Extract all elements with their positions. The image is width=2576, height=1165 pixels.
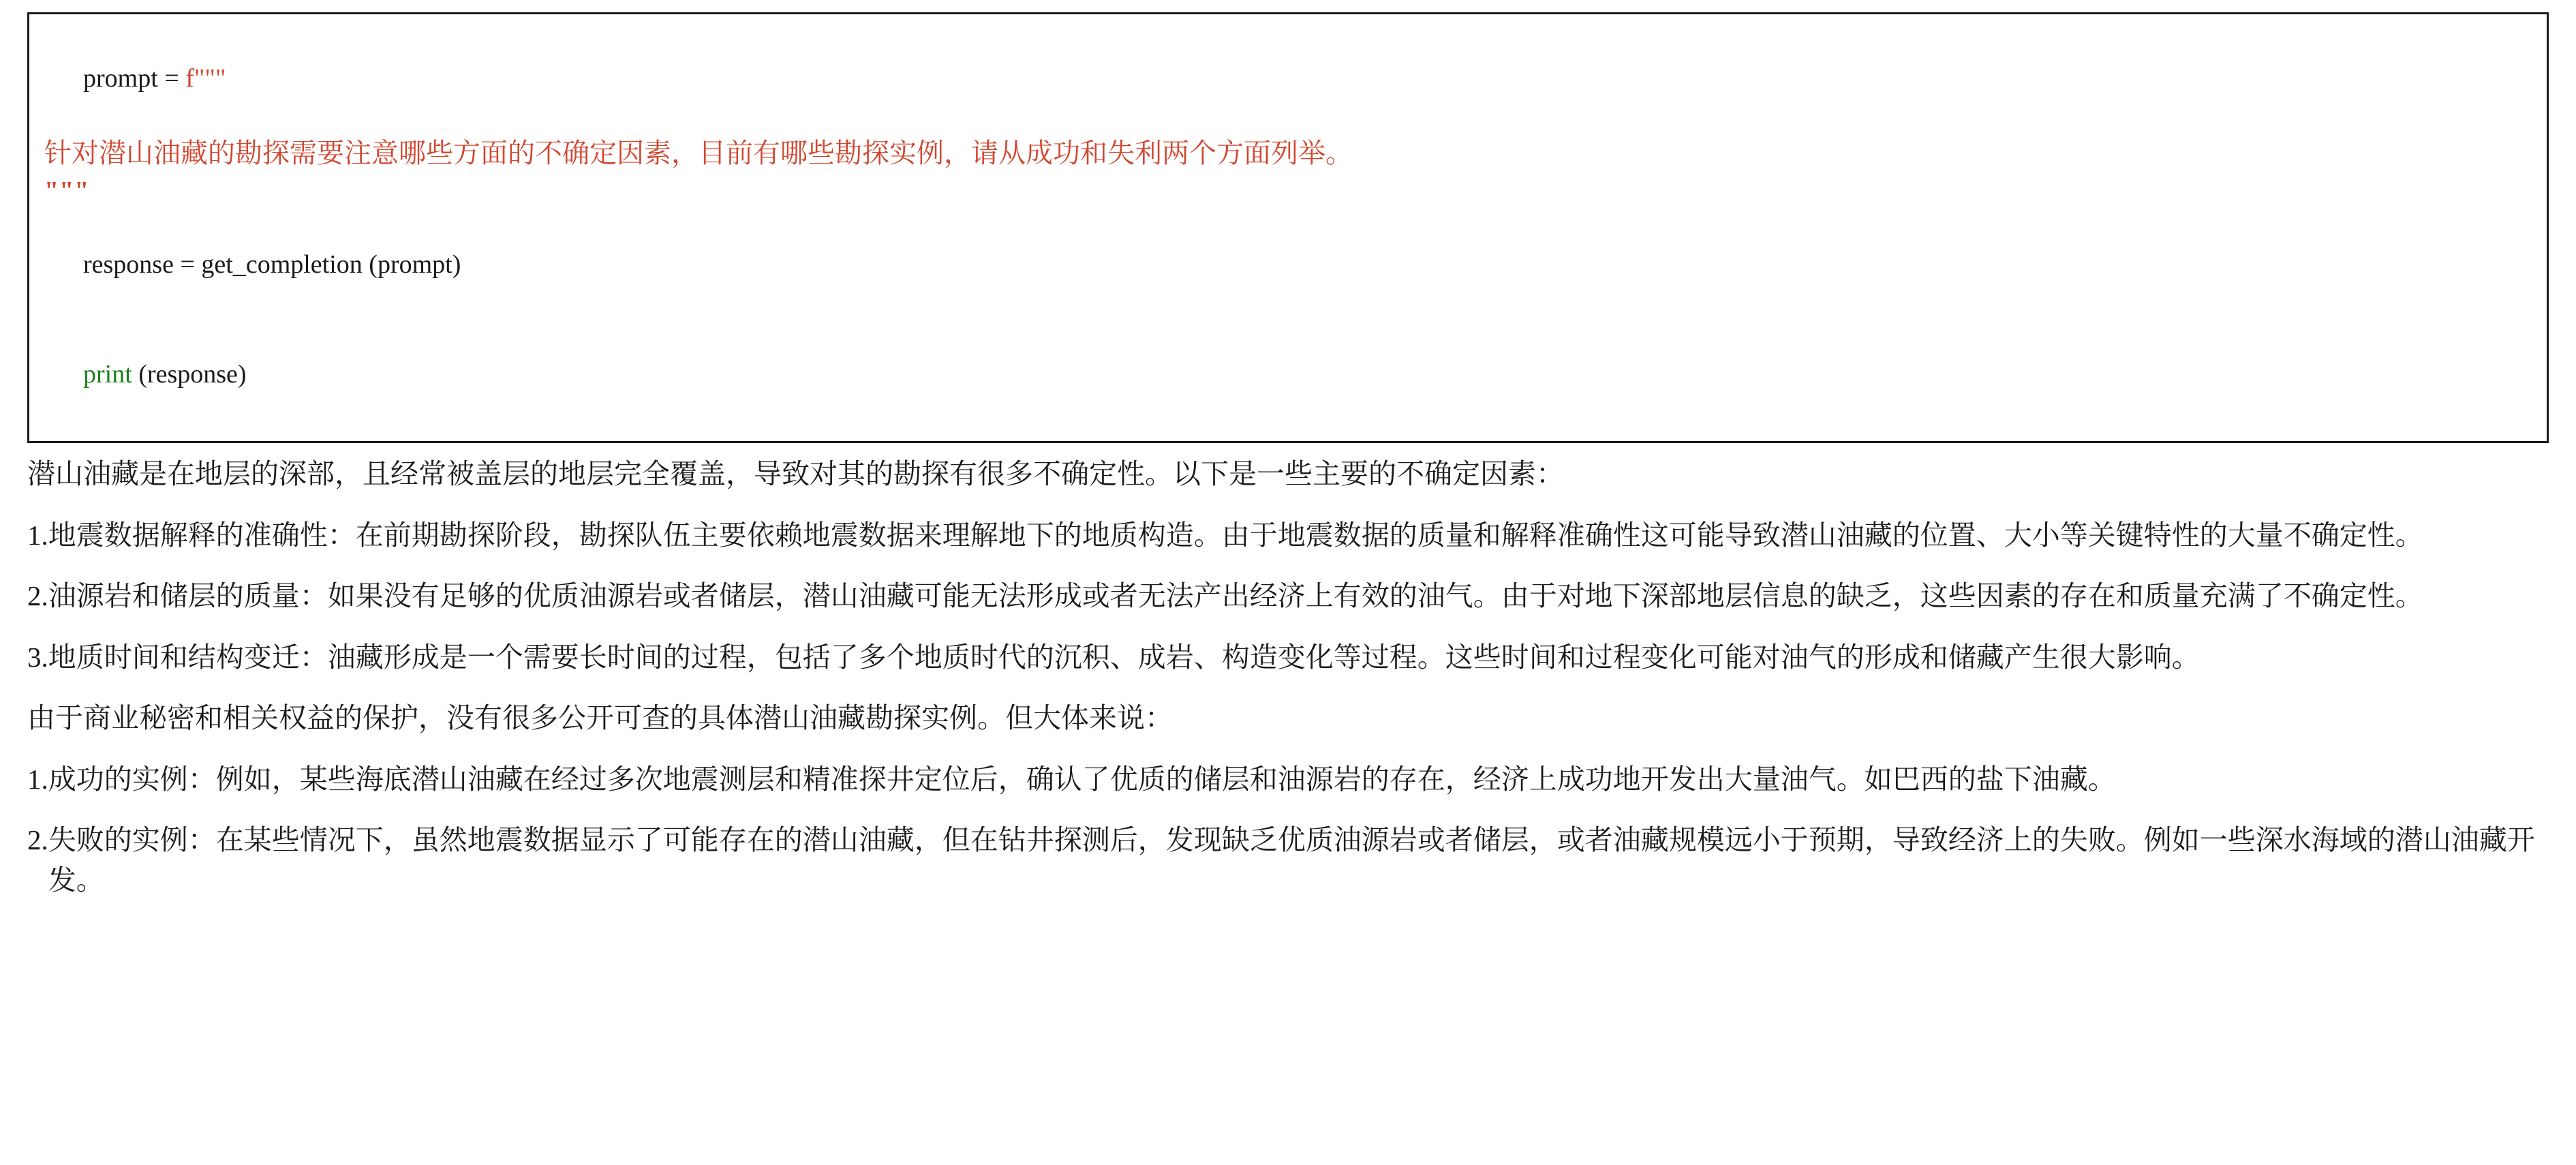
assign-operator-2: =: [173, 249, 202, 279]
code-line-print: [44, 320, 2532, 430]
code-block: [27, 12, 2549, 443]
variable-prompt: prompt: [83, 63, 158, 93]
code-line-prompt-assignment: [44, 24, 2532, 134]
factor-1-number: 1.: [27, 519, 48, 551]
assign-operator: =: [157, 63, 186, 93]
example-2-text: 失败的实例：在某些情况下，虽然地震数据显示了可能存在的潜山油藏，但在钻井探测后，发现缺乏优质油源岩或者储层，或者油藏规模远小于预期，导致经济上的失败。例如一些深水海域的潜山油藏开发。: [48, 823, 2535, 896]
function-get-completion: get_completion: [201, 249, 363, 279]
code-line-response-assignment: [44, 210, 2532, 320]
factor-3-text: 地质时间和结构变迁：油藏形成是一个需要长时间的过程，包括了多个地质时代的沉积、成岩、构造变化等过程。这些时间和过程变化可能对油气的形成和储藏产生很大影响。: [48, 641, 2200, 673]
factor-item-1: [27, 515, 2549, 556]
fstring-close-quote: """: [44, 176, 90, 205]
print-args: (response): [132, 360, 247, 389]
example-1-number: 1.: [27, 763, 48, 795]
function-print: print: [83, 360, 132, 389]
answer-transition: 由于商业秘密和相关权益的保护，没有很多公开可查的具体潜山油藏勘探实例。但大体来说：: [27, 702, 1173, 734]
answer-intro: 潜山油藏是在地层的深部，且经常被盖层的地层完全覆盖，导致对其的勘探有很多不确定性。以下是一些主要的不确定因素：: [27, 458, 1564, 490]
variable-response: response: [83, 249, 174, 279]
get-completion-args: (prompt): [362, 249, 461, 279]
factor-3-number: 3.: [27, 641, 48, 673]
factor-1-text: 地震数据解释的准确性：在前期勘探阶段，勘探队伍主要依赖地震数据来理解地下的地质构造。由于地震数据的质量和解释准确性这可能导致潜山油藏的位置、大小等关键特性的大量不确定性。: [48, 519, 2423, 551]
answer-body: [27, 454, 2549, 901]
fstring-open-quote: f""": [185, 63, 226, 93]
factor-2-text: 油源岩和储层的质量：如果没有足够的优质油源岩或者储层，潜山油藏可能无法形成或者无法产出经济上有效的油气。由于对地下深部地层信息的缺乏，这些因素的存在和质量充满了不确定性。: [48, 580, 2423, 612]
factor-item-3: [27, 637, 2549, 678]
example-item-1: [27, 759, 2549, 800]
example-2-number: 2.: [27, 823, 48, 856]
factor-item-2: [27, 576, 2549, 616]
example-1-text: 成功的实例：例如，某些海底潜山油藏在经过多次地震测层和精准探井定位后，确认了优质的储层和油源岩的存在，经济上成功地开发出大量油气。如巴西的盐下油藏。: [48, 763, 2116, 795]
factor-2-number: 2.: [27, 580, 48, 612]
example-item-2: [27, 820, 2549, 901]
prompt-text: 针对潜山油藏的勘探需要注意哪些方面的不确定因素，目前有哪些勘探实例，请从成功和失利两个方面列举。: [44, 137, 1353, 168]
